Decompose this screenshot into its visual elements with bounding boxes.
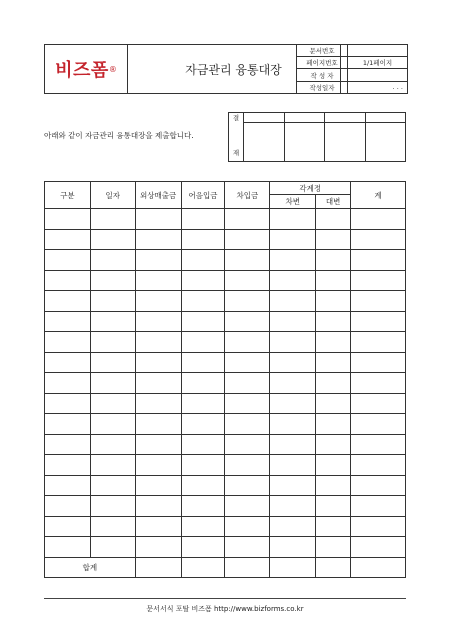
meta-value-doc-number[interactable] [348,45,408,57]
ledger-cell[interactable] [351,332,406,353]
table-row [45,291,406,312]
ledger-cell[interactable] [270,496,316,517]
ledger-cell[interactable] [225,332,270,353]
table-row [45,209,406,230]
ledger-cell[interactable] [181,393,225,414]
ledger-cell[interactable] [181,475,225,496]
ledger-cell[interactable] [351,475,406,496]
ledger-cell[interactable] [225,414,270,435]
ledger-cell[interactable] [90,373,135,394]
ledger-cell[interactable] [90,332,135,353]
ledger-cell[interactable] [90,516,135,537]
ledger-cell[interactable] [135,229,181,250]
document-header [44,44,408,94]
approval-side-top: 결 [229,113,244,123]
ledger-cell[interactable] [90,496,135,517]
ledger-cell[interactable] [270,475,316,496]
meta-label-date: 작성일자 [297,81,348,93]
ledger-cell[interactable] [316,332,351,353]
ledger-cell[interactable] [45,209,91,230]
table-row [45,250,406,271]
ledger-cell[interactable] [225,229,270,250]
ledger-cell[interactable] [351,455,406,476]
col-header-notes: 어음입금 [181,182,225,209]
ledger-cell[interactable] [351,434,406,455]
ledger-cell[interactable] [90,352,135,373]
ledger-cell[interactable] [181,414,225,435]
ledger-cell[interactable] [45,311,91,332]
document-meta-table [296,45,407,93]
ledger-cell[interactable] [316,311,351,332]
ledger-cell[interactable] [45,475,91,496]
ledger-cell[interactable] [181,455,225,476]
table-row [45,516,406,537]
ledger-cell[interactable] [45,537,91,558]
ledger-cell[interactable] [90,291,135,312]
table-row [45,332,406,353]
ledger-cell[interactable] [45,291,91,312]
meta-value-page-number[interactable]: 1/1페이지 [348,57,408,69]
ledger-cell[interactable] [90,434,135,455]
ledger-cell[interactable] [225,352,270,373]
col-header-credit: 대변 [316,195,351,209]
footer-text: 문서서식 포탈 비즈폼 http://www.bizforms.co.kr [146,605,304,613]
ledger-cell[interactable] [90,414,135,435]
ledger-cell[interactable] [90,250,135,271]
ledger-cell[interactable] [270,209,316,230]
ledger-cell[interactable] [45,250,91,271]
total-cell[interactable] [181,557,225,578]
ledger-cell[interactable] [270,414,316,435]
table-row [45,393,406,414]
ledger-cell[interactable] [316,209,351,230]
ledger-cell[interactable] [135,434,181,455]
ledger-cell[interactable] [270,291,316,312]
meta-label-page-number: 페이지번호 [297,57,348,69]
ledger-cell[interactable] [351,209,406,230]
ledger-cell[interactable] [225,475,270,496]
ledger-cell[interactable] [316,475,351,496]
ledger-cell[interactable] [181,250,225,271]
col-header-sales: 외상매출금 [135,182,181,209]
table-row [45,270,406,291]
ledger-cell[interactable] [225,434,270,455]
registered-mark: ® [108,64,117,74]
ledger-cell[interactable] [45,455,91,476]
table-row [45,496,406,517]
total-cell[interactable] [351,557,406,578]
ledger-cell[interactable] [45,434,91,455]
total-label: 합계 [45,557,136,578]
ledger-cell[interactable] [135,332,181,353]
ledger-cell[interactable] [45,393,91,414]
ledger-cell[interactable] [181,311,225,332]
ledger-cell[interactable] [351,414,406,435]
ledger-cell[interactable] [316,373,351,394]
table-row [45,475,406,496]
ledger-cell[interactable] [90,311,135,332]
table-row [45,311,406,332]
ledger-cell[interactable] [270,311,316,332]
col-header-gubun: 구분 [45,182,91,209]
ledger-cell[interactable] [135,516,181,537]
ledger-cell[interactable] [316,455,351,476]
table-row [45,373,406,394]
ledger-cell[interactable] [225,373,270,394]
ledger-cell[interactable] [90,209,135,230]
ledger-cell[interactable] [181,209,225,230]
total-cell[interactable] [135,557,181,578]
ledger-cell[interactable] [135,352,181,373]
ledger-cell[interactable] [135,475,181,496]
ledger-cell[interactable] [351,393,406,414]
ledger-table [44,181,406,578]
meta-label-author: 작 성 자 [297,69,348,81]
table-row [45,414,406,435]
ledger-cell[interactable] [270,352,316,373]
approval-header-cell [284,113,325,123]
ledger-cell[interactable] [351,373,406,394]
approval-header-cell [365,113,406,123]
ledger-cell[interactable] [316,393,351,414]
ledger-cell[interactable] [45,496,91,517]
ledger-cell[interactable] [270,270,316,291]
ledger-cell[interactable] [90,393,135,414]
ledger-cell[interactable] [45,414,91,435]
ledger-cell[interactable] [270,250,316,271]
ledger-cell[interactable] [225,496,270,517]
meta-value-author[interactable] [348,69,408,81]
ledger-body [45,209,406,558]
ledger-cell[interactable] [135,455,181,476]
ledger-cell[interactable] [316,291,351,312]
ledger-cell[interactable] [316,270,351,291]
ledger-cell[interactable] [225,270,270,291]
ledger-cell[interactable] [270,229,316,250]
ledger-cell[interactable] [351,516,406,537]
logo [45,45,128,93]
ledger-cell[interactable] [90,229,135,250]
col-header-loan: 차입금 [225,182,270,209]
ledger-cell[interactable] [270,455,316,476]
ledger-cell[interactable] [225,393,270,414]
table-row [45,229,406,250]
table-row [45,434,406,455]
approval-header-cell [325,113,366,123]
ledger-cell[interactable] [181,373,225,394]
document-title: 자금관리 융통대장 [127,45,341,93]
ledger-cell[interactable] [135,311,181,332]
ledger-cell[interactable] [225,516,270,537]
ledger-cell[interactable] [270,373,316,394]
total-cell[interactable] [225,557,270,578]
meta-label-doc-number: 문서번호 [297,45,348,57]
ledger-cell[interactable] [351,496,406,517]
ledger-cell[interactable] [351,229,406,250]
col-header-date: 일자 [90,182,135,209]
ledger-cell[interactable] [90,270,135,291]
table-row [45,455,406,476]
ledger-cell[interactable] [135,291,181,312]
ledger-cell[interactable] [45,332,91,353]
approval-signature-cell[interactable] [244,123,285,162]
ledger-cell[interactable] [270,516,316,537]
ledger-cell[interactable] [135,496,181,517]
approval-signature-cell[interactable] [325,123,366,162]
ledger-cell[interactable] [316,434,351,455]
ledger-cell[interactable] [135,250,181,271]
table-row [45,537,406,558]
ledger-cell[interactable] [225,455,270,476]
ledger-cell[interactable] [225,291,270,312]
intro-text: 아래와 같이 자금관리 융통대장을 제출합니다. [44,131,194,140]
ledger-cell[interactable] [135,373,181,394]
logo-text: 비즈폼 [55,60,109,81]
ledger-cell[interactable] [351,291,406,312]
ledger-cell[interactable] [181,229,225,250]
ledger-cell[interactable] [45,516,91,537]
ledger-cell[interactable] [225,250,270,271]
ledger-cell[interactable] [351,270,406,291]
ledger-cell[interactable] [181,270,225,291]
ledger-cell[interactable] [135,537,181,558]
ledger-cell[interactable] [316,516,351,537]
col-header-account: 각계정 [270,182,351,195]
ledger-cell[interactable] [181,352,225,373]
approval-side-bottom: 재 [229,123,244,162]
footer-divider [44,598,406,599]
ledger-cell[interactable] [45,352,91,373]
ledger-cell[interactable] [135,393,181,414]
ledger-cell[interactable] [225,537,270,558]
ledger-cell[interactable] [270,393,316,414]
ledger-cell[interactable] [316,352,351,373]
approval-signature-cell[interactable] [284,123,325,162]
ledger-cell[interactable] [270,332,316,353]
ledger-cell[interactable] [90,537,135,558]
ledger-cell[interactable] [181,516,225,537]
ledger-cell[interactable] [135,270,181,291]
ledger-cell[interactable] [270,537,316,558]
ledger-cell[interactable] [270,434,316,455]
ledger-cell[interactable] [181,332,225,353]
total-cell[interactable] [270,557,316,578]
ledger-cell[interactable] [225,209,270,230]
meta-value-date[interactable]: . . . [348,81,408,93]
ledger-cell[interactable] [316,537,351,558]
ledger-cell[interactable] [45,229,91,250]
ledger-cell[interactable] [135,414,181,435]
ledger-cell[interactable] [135,209,181,230]
ledger-cell[interactable] [316,496,351,517]
col-header-total: 계 [351,182,406,209]
ledger-cell[interactable] [351,250,406,271]
ledger-cell[interactable] [351,311,406,332]
ledger-cell[interactable] [181,434,225,455]
approval-header-cell [244,113,285,123]
ledger-cell[interactable] [316,250,351,271]
ledger-cell[interactable] [181,537,225,558]
ledger-cell[interactable] [45,373,91,394]
approval-box [228,112,406,162]
table-row [45,352,406,373]
ledger-cell[interactable] [351,352,406,373]
ledger-cell[interactable] [316,414,351,435]
ledger-cell[interactable] [90,475,135,496]
ledger-cell[interactable] [351,537,406,558]
ledger-cell[interactable] [225,311,270,332]
total-cell[interactable] [316,557,351,578]
ledger-cell[interactable] [316,229,351,250]
ledger-cell[interactable] [90,455,135,476]
col-header-debit: 차변 [270,195,316,209]
ledger-cell[interactable] [45,270,91,291]
ledger-cell[interactable] [181,496,225,517]
ledger-cell[interactable] [181,291,225,312]
approval-signature-cell[interactable] [365,123,406,162]
